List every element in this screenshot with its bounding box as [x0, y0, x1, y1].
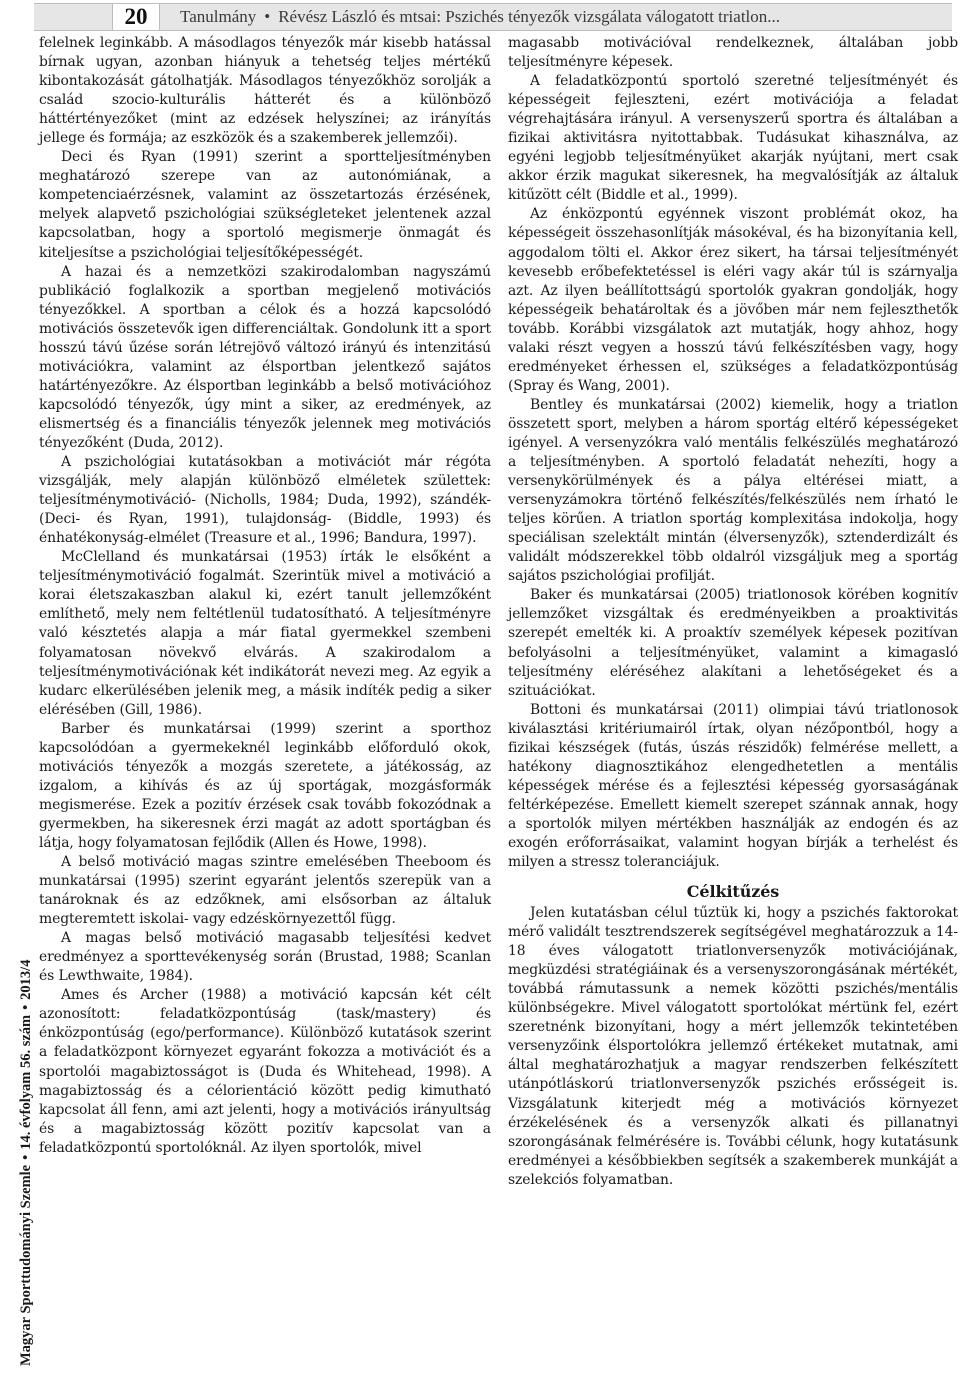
page-number: 20 [112, 4, 160, 30]
paragraph: A feladatközpontú sportoló szeretné teljesítményét és képességeit fejleszteni, ezért motivációja a feladat végrehajtására irányul. A versenyszerű sportra és általában a fizikai aktivitásra nyitottabbak. Tudásukat kihasználva, az egyéni legjobb teljesítményüket akarják nyújtani, mert csak akkor érzik magukat sikeresnek, ha megvalósítják az általuk kitűzött célt (Biddle et al., 1999). [508, 73, 958, 204]
paragraph: Jelen kutatásban célul tűztük ki, hogy a pszichés faktorokat mérő validált tesztrendszerek segítségével meghatározzuk a 14-18 éves válogatott triatlonversenyzők motivációjának, megküzdési stratégiáinak és a versenyszorongásának mértékét, továbbá rámutassunk a nemek közötti pszichés/mentális különbségekre. Mivel válogatott sportolókat mértünk fel, ezért szeretnénk bizonyítani, hogy a mért jellemzők tekintetében versenyzőink élsportolókra jellemző értékeket mutatnak, ami által meghatározhatjuk a magyar rendszerben felkészített utánpótláskorú triatlonversenyzők pszichés erősségeit is. Vizsgálatunk kiterjedt még a motivációs környezet érzékelésének és a versenyzők alkati és pillanatnyi szorongásának felmérésére is. További célunk, hogy kutatásunk eredményei a későbbiekben segítsék a szakemberek munkáját a szelekciós folyamatban. [508, 905, 958, 1188]
paragraph: Bentley és munkatársai (2002) kiemelik, hogy a triatlon összetett sport, melyben a három sportág eltérő képességeket igényel. A versenyzókra való mentális felkészülés meghatározó a teljesítményben. A sportoló feladatát nehezíti, hogy a versenykörülmények és a pálya eltérései miatt, a versenyzámokra történő felkészítés/felkészülés nem írható le teljes körűen. A triatlon sportág komplexitása indokolja, hogy speciálisan szelektált mintán (élversenyzők), sztenderdizált és validált módszerekkel több oldalról vizsgáljuk meg a sportág sajátos pszichológiai profilját. [508, 396, 958, 585]
journal-side-label [18, 960, 35, 1366]
left-column [39, 34, 491, 1158]
journal-year: 2013/4 [18, 959, 34, 1000]
side-separator-1: • [18, 1154, 34, 1160]
paragraph: felelnek leginkább. A másodlagos tényezők már kisebb hatással bírnak ugyan, azonban hiányuk a tehetség teljes mértékű kibontakozását gátolhatják. Másodlagos tényezőkhöz sorolják a család szocio-kulturális hátterét és a különböző háttértényezőket (mint az edzések helyszínei; az irányítás jellege és formája; az eszközök és a szakemberek jellemzői). [39, 35, 491, 147]
running-header [34, 3, 952, 31]
section-heading: Célkitűzés [686, 882, 780, 902]
article-title: Révész László és mtsai: Pszichés tényezők vizsgálata válogatott triatlon... [278, 7, 781, 26]
side-separator-2: • [18, 1004, 34, 1010]
journal-name: Magyar Sporttudományi Szemle [18, 1164, 34, 1366]
paragraph: Barber és munkatársai (1999) szerint a sporthoz kapcsolódóan a gyermekeknél leginkább előforduló okok, motivációs tényezők a mozgás szeretete, a játékosság, az izgalom, a kihívás és az új sportágak, mozgásformák megismerése. Ezek a pozitív érzések csak tovább fokozódnak a gyermekben, ha sikeresnek érzi magát az adott sportágban és látja, hogy folyamatosan fejlődik (Allen és Howe, 1998). [39, 720, 491, 851]
paragraph: Az énközpontú egyénnek viszont problémát okoz, ha képességeit összehasonlítják másokéval, és ha bizonyítania kell, aggodalom tölti el. Akkor érez sikert, ha társai teljesítményét kevesebb erőbefektetéssel is eléri vagy akár túl is szárnyalja azt. Az ilyen beállítottságú sportolók gyakran gondolják, hogy képességeik behatároltak és a jövőben már nem fejleszthetők tovább. Korábbi vizsgálatok azt mutatják, hogy ahhoz, hogy valaki részt vegyen a hosszú távú felkészítésben vagy, hogy eredményeket érhessen el, szükséges a feladatközpontúság (Spray és Wang, 2001). [508, 206, 958, 394]
paragraph: A magas belső motiváció magasabb teljesítési kedvet eredményez a sporttevékenység során (Brustad, 1988; Scanlan és Lewthwaite, 1984). [39, 930, 491, 985]
header-separator: • [264, 7, 271, 26]
section-label: Tanulmány [180, 7, 257, 26]
journal-volume: 14. évfolyam 56. szám [18, 1014, 34, 1150]
right-column [508, 34, 958, 1190]
paragraph: A hazai és a nemzetközi szakirodalomban nagyszámú publikáció foglalkozik a sportban megjelenő motivációs tényezőkkel. A sportban a célok és a hozzá kapcsolódó motivációs összetevők igen differenciáltak. Gondolunk itt a sport hosszú távú űzése során létrejövő változó irányú és intenzitású motivációkra, valamint az élsportban jelentkező sajátos határtényezőkre. Az élsportban leginkább a belső motivációhoz kapcsolódó tényezők, úgy mint a siker, az eredmények, az elismertség és a financiális tényezők jelennek meg motivációs tényezőként (Duda, 2012). [39, 263, 491, 451]
paragraph: magasabb motivációval rendelkeznek, általában jobb teljesítményre képesek. [508, 35, 958, 71]
paragraph: McClelland és munkatársai (1953) írták le elsőként a teljesítménymotiváció fogalmát. Szerintük mivel a motiváció a korai életszakaszban alakul ki, ezért tanult jellemzőként említhető, mely nem feltétlenül tudatosítható. A teljesítményre való késztetés alapja a már fiatal gyermekkel szembeni folyamatosan növekvő elvárás. A szakirodalom a teljesítménymotivációnak két indikátorát nevezi meg. Az egyik a kudarc elkerülésében jelenik meg, a másik indíték pedig a siker elérésében (Gill, 1986). [39, 549, 491, 718]
paragraph: Baker és munkatársai (2005) triatlonosok körében kognitív jellemzőket vizsgáltak és eredményeikben a proaktivitás szerepét emelték ki. A proaktív személyek képesek pozitívan befolyásolni a teljesítményüket, valamint a kimagasló teljesítmény eléréséhez alakítani a lehetőségeket és a szituációkat. [508, 587, 958, 699]
paragraph: A belső motiváció magas szintre emelésében Theeboom és munkatársai (1995) szerint egyaránt jelentős szerepük van a tanároknak és az edzőknek, ami elsősorban az általuk megteremtett iskolai- vagy edzéskörnyezettől függ. [39, 854, 491, 928]
paragraph: Deci és Ryan (1991) szerint a sportteljesítményben meghatározó szerepe van az autonómiának, a kompetenciaérzésnek, valamint az összetartozás érzésének, melyek alapvető pszichológiai szükségleteket jelentenek azzal kapcsolatban, hogy a sportoló megismerje önmagát és kiteljesítse a pszichológiai teljesítőképességét. [39, 149, 491, 261]
paragraph: A pszichológiai kutatásokban a motivációt már régóta vizsgálják, mely alapján különböző elméletek születtek: teljesítménymotiváció- (Nicholls, 1984; Duda, 1992), szándék- (Deci- és Ryan, 1991), tulajdonság- (Biddle, 1993) és énhatékonyság-elmélet (Treasure et al., 1996; Bandura, 1997). [39, 454, 491, 547]
paragraph: Ames és Archer (1988) a motiváció kapcsán két célt azonosított: feladatközpontúság (task/mastery) és énközpontúság (ego/performance). Különböző kutatások szerint a feladatközpont környezet egyaránt fokozza a motivációt és a sportolói magabiztosságot is (Duda és Whitehead, 1998). A magabiztosság és a célorientáció között pedig kimutható kapcsolat áll fenn, ami azt jelenti, hogy a motivációs irányultság és a magabiztosság között pozitív kapcsolat van a feladatközpontú sportolóknál. Az ilyen sportolók, mivel [39, 987, 491, 1156]
running-head-text [180, 4, 780, 30]
paragraph: Bottoni és munkatársai (2011) olimpiai távú triatlonosok kiválasztási kritériumairól írtak, olyan nézőpontból, hogy a fizikai készségek (futás, úszás részidők) felmérése mellett, a hatékony diagnosztikához elengedhetetlen a mentális képességek mérése és a fejlesztési képesség gyorsaságának feltérképezése. Emellett kiemelt szerepet szánnak annak, hogy a sportolók milyen mértékben használják az endogén és az exogén erőforrásaikat, valamint hogyan bírják a terhelést és milyen a stressz toleranciájuk. [508, 701, 958, 871]
